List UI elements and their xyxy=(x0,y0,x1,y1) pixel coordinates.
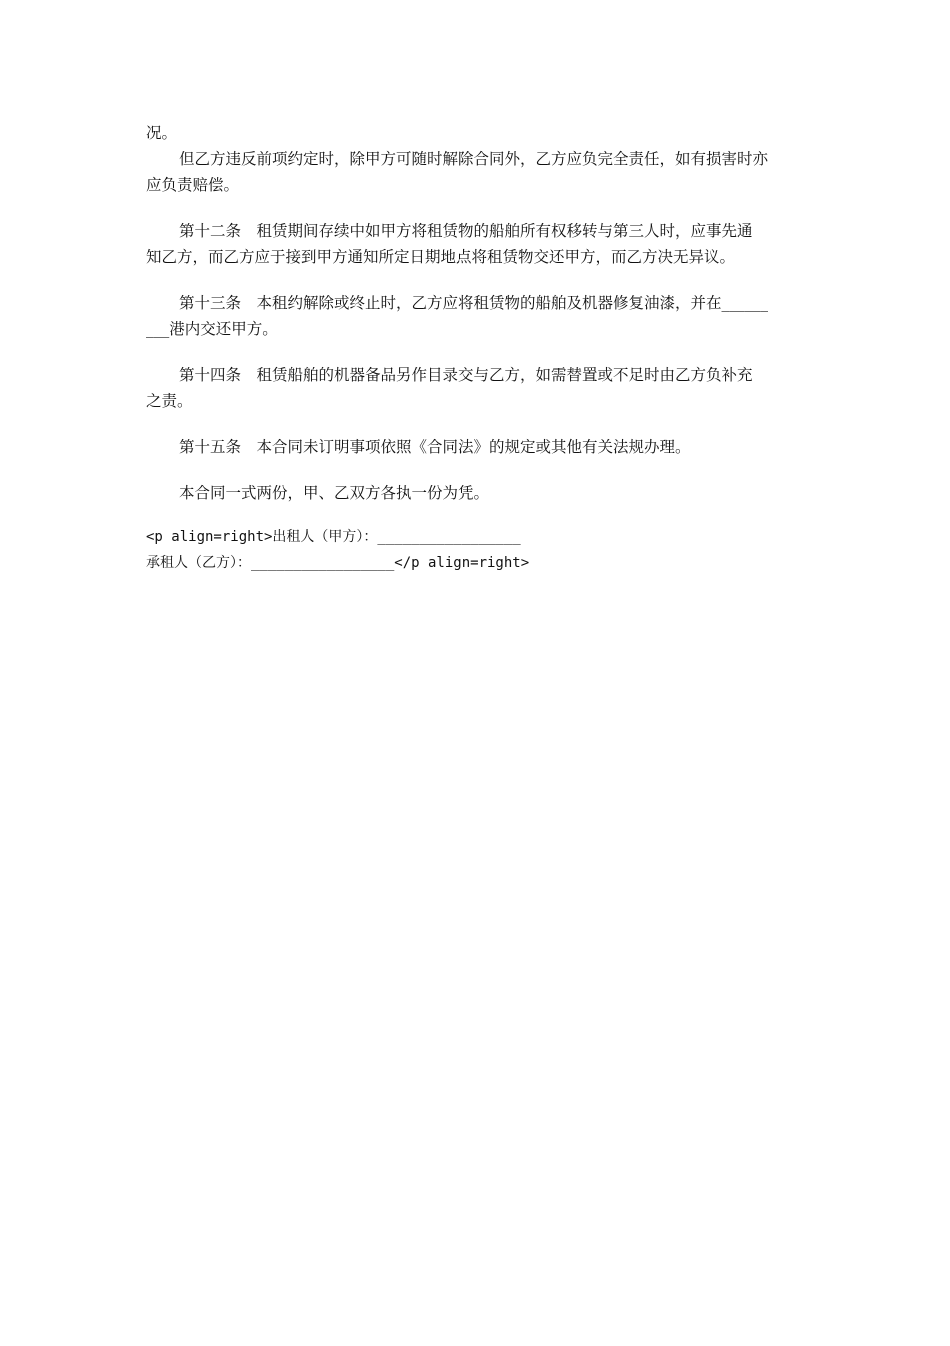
contract-body xyxy=(146,120,808,576)
text-line: 第十四条 租赁船舶的机器备品另作目录交与乙方，如需替置或不足时由乙方负补充 xyxy=(179,366,753,384)
lessor-signature-line: <p align=right>出租人（甲方）：_________________ xyxy=(146,529,521,545)
text-line: 第十五条 本合同未订明事项依照《合同法》的规定或其他有关法规办理。 xyxy=(179,438,691,456)
paragraph-continuation xyxy=(146,120,808,146)
text-line: 第十三条 本租约解除或终止时，乙方应将租赁物的船舶及机器修复油漆，并在______ xyxy=(179,294,769,312)
signature-block xyxy=(146,524,808,576)
paragraph-breach-clause xyxy=(146,146,808,198)
lessee-signature-line: 承租人（乙方）：_________________</p align=right> xyxy=(146,555,530,571)
article-13 xyxy=(146,290,808,342)
paragraph-copies xyxy=(146,480,808,506)
text-line: ___港内交还甲方。 xyxy=(146,320,278,338)
text-line: 但乙方违反前项约定时，除甲方可随时解除合同外，乙方应负完全责任，如有损害时亦 xyxy=(179,150,769,168)
article-12 xyxy=(146,218,808,270)
text-line: 之责。 xyxy=(146,392,193,410)
text-line: 本合同一式两份，甲、乙双方各执一份为凭。 xyxy=(179,484,490,502)
text-line: 应负责赔偿。 xyxy=(146,176,240,194)
text-line: 第十二条 租赁期间存续中如甲方将租赁物的船舶所有权移转与第三人时，应事先通 xyxy=(179,222,753,240)
text-line: 知乙方，而乙方应于接到甲方通知所定日期地点将租赁物交还甲方，而乙方决无异议。 xyxy=(146,248,736,266)
article-15 xyxy=(146,434,808,460)
article-14 xyxy=(146,362,808,414)
text-line: 况。 xyxy=(146,124,178,142)
